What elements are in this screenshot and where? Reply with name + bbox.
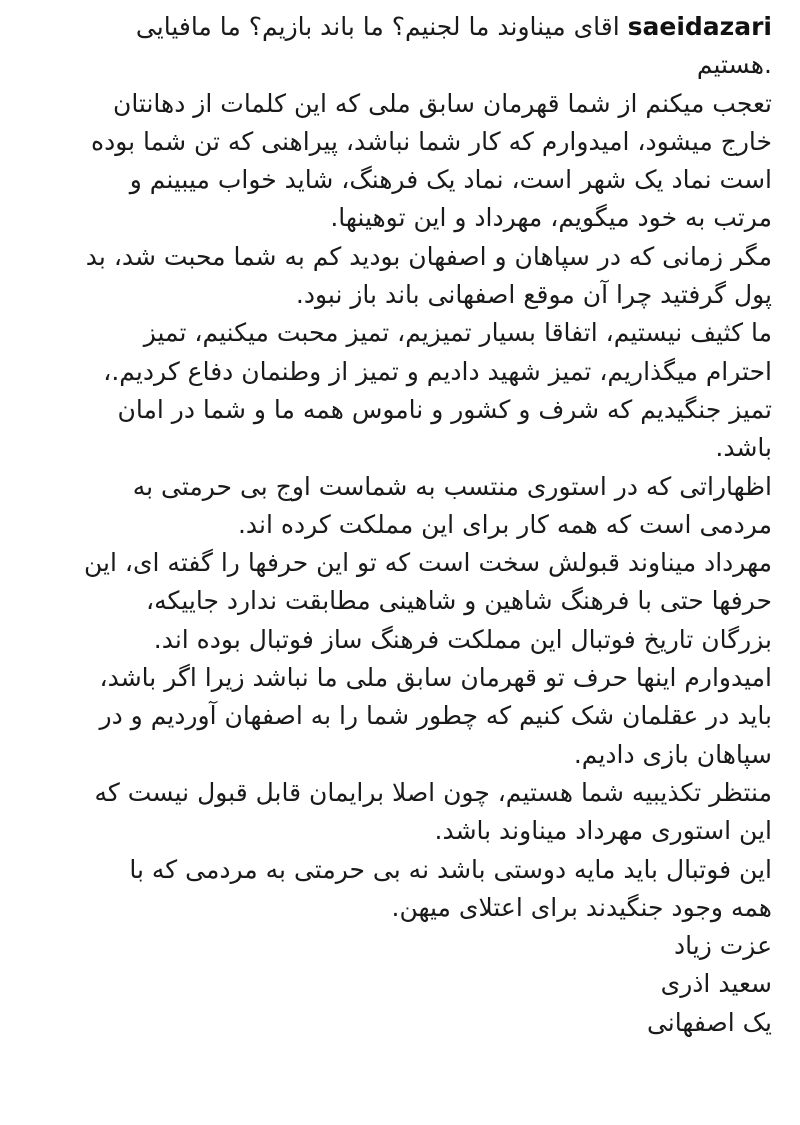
- caption-line: مرتب به خود میگویم، مهرداد و این توهینها.: [330, 203, 772, 233]
- caption-line: تمیز جنگیدیم که شرف و کشور و ناموس همه ما و شما در امان: [117, 394, 772, 424]
- caption-first-line: [30, 8, 772, 46]
- post-caption: [30, 8, 772, 1042]
- caption-line: تعجب میکنم از شما قهرمان سابق ملی که این کلمات از دهانتان: [112, 88, 772, 118]
- username-link[interactable]: saeidazari: [627, 12, 772, 41]
- caption-line: اظهاراتی که در استوری منتسب به شماست اوج بی حرمتی به: [132, 471, 772, 501]
- caption-line: احترام میگذاریم، تمیز شهید دادیم و تمیز از وطنمان دفاع کردیم.،: [103, 356, 772, 386]
- caption-line: مردمی است که همه کار برای این مملکت کرده اند.: [237, 509, 772, 539]
- caption-line: پول گرفتید چرا آن موقع اصفهانی باند باز نبود.: [295, 280, 772, 310]
- caption-line: حرفها حتی با فرهنگ شاهین و شاهینی مطابقت ندارد جاییکه،: [146, 586, 772, 616]
- caption-line: منتظر تکذیبیه شما هستیم، چون اصلا برایمان قابل قبول نیست که: [94, 777, 772, 807]
- signoff-origin: یک اصفهانی: [646, 1007, 772, 1037]
- caption-line: مهرداد میناوند قبولش سخت است که تو این حرفها را گفته ای، این: [84, 548, 772, 578]
- signoff-name: سعید اذری: [660, 969, 772, 999]
- caption-line: بزرگان تاریخ فوتبال این مملکت فرهنگ ساز فوتبال بوده اند.: [153, 624, 772, 654]
- caption-opening-text: اقای میناوند ما لجنیم؟ ما باند بازیم؟ ما مافیایی: [135, 12, 620, 41]
- caption-line: سپاهان بازی دادیم.: [573, 739, 772, 769]
- caption-line: است نماد یک شهر است، نماد یک فرهنگ، شاید خواب میبینم و: [129, 165, 772, 195]
- signoff-regards: عزت زیاد: [674, 931, 772, 961]
- caption-line: همه وجود جنگیدند برای اعتلای میهن.: [391, 892, 772, 922]
- caption-line: این استوری مهرداد میناوند باشد.: [434, 816, 772, 846]
- caption-line: ما کثیف نیستیم، اتفاقا بسیار تمیزیم، تمیز محبت میکنیم، تمیز: [143, 318, 772, 348]
- caption-line: این فوتبال باید مایه دوستی باشد نه بی حرمتی به مردمی که با: [129, 854, 772, 884]
- caption-line: .هستیم: [696, 50, 772, 80]
- caption-line: خارج میشود، امیدوارم که کار شما نباشد، پیراهنی که تن شما بوده: [90, 126, 772, 156]
- caption-line: مگر زمانی که در سپاهان و اصفهان بودید کم به شما محبت شد، بد: [85, 241, 772, 271]
- caption-line: باید در عقلمان شک کنیم که چطور شما را به اصفهان آوردیم و در: [99, 701, 772, 731]
- caption-line: امیدوارم اینها حرف تو قهرمان سابق ملی ما نباشد زیرا اگر باشد،: [99, 663, 772, 693]
- caption-line: باشد.: [715, 433, 772, 463]
